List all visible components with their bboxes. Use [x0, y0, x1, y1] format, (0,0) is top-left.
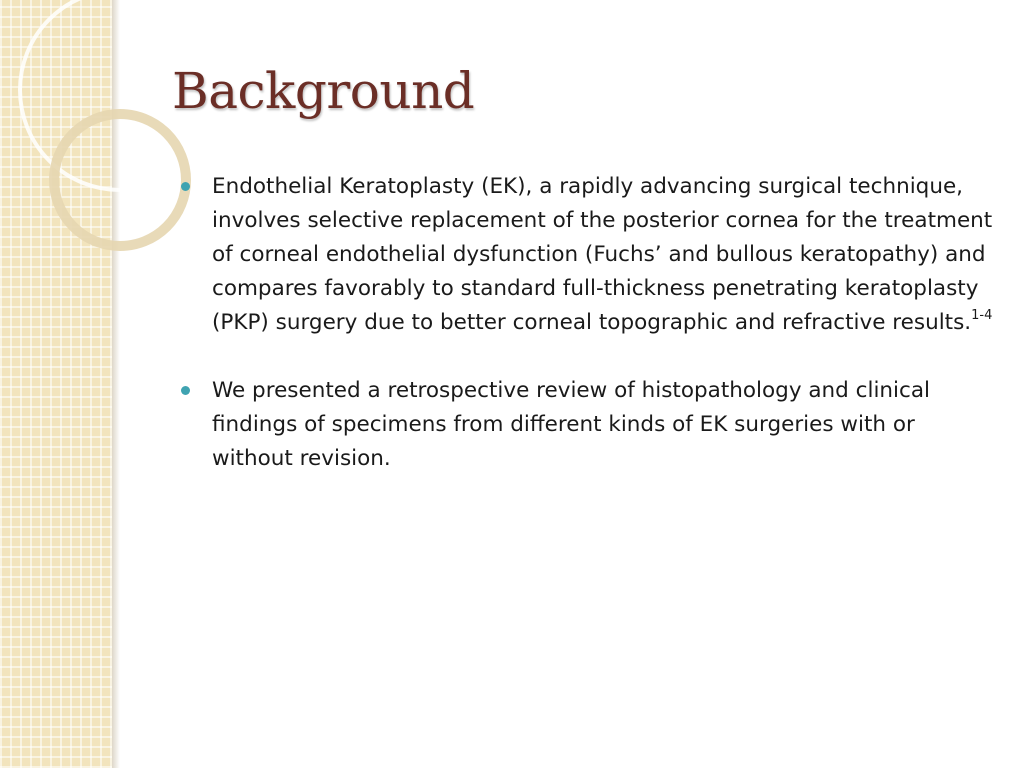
bullet-list — [178, 170, 993, 476]
bullet-text: We presented a retrospective review of histopathology and clinical findings of specimens from different kinds of EK surgeries with or without revision. — [212, 378, 931, 471]
citation-superscript: 1-4 — [971, 307, 993, 323]
slide-title: Background — [172, 62, 475, 120]
bullet-item — [178, 374, 993, 476]
bullet-dot-icon — [181, 386, 190, 395]
bullet-text: Endothelial Keratoplasty (EK), a rapidly advancing surgical technique, involves selective replacement of the posterior cornea for the treatment of corneal endothelial dysfunction (Fuchs’ and bullous keratopathy) and compares favorably to standard full-thickness penetrating keratoplasty (PKP) surgery due to better corneal topographic and refractive results. — [212, 174, 993, 335]
bullet-item — [178, 170, 993, 340]
bullet-dot-icon — [181, 182, 190, 191]
decorative-circles — [0, 0, 200, 300]
